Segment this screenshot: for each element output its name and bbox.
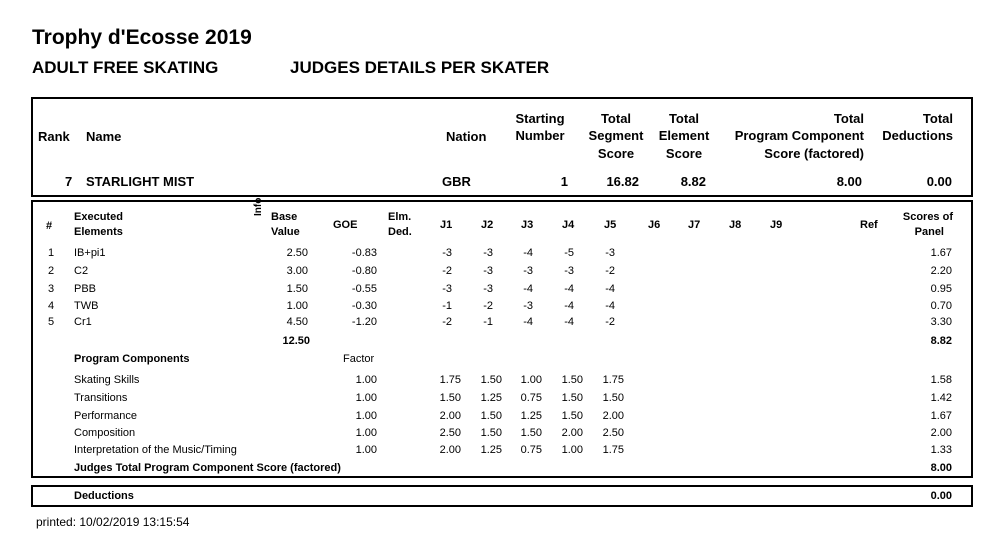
element-name: Cr1 (74, 316, 92, 328)
col-ded-2: Deductions (882, 128, 953, 143)
element-goe: -1.20 (351, 316, 377, 328)
component-name: Transitions (74, 392, 128, 404)
component-j1: 2.00 (439, 444, 461, 456)
component-j2: 1.25 (480, 392, 502, 404)
component-name: Skating Skills (74, 374, 140, 386)
skater-pcs: 8.00 (836, 174, 862, 189)
element-j4: -3 (564, 265, 574, 277)
pcs-header-factor: Factor (343, 353, 375, 365)
element-name: C2 (74, 265, 89, 277)
element-j1: -2 (442, 316, 452, 328)
element-goe: -0.30 (351, 300, 377, 312)
col-tes-1: Total (668, 111, 700, 126)
component-score: 1.33 (930, 444, 952, 456)
col-num: # (46, 220, 53, 232)
component-j2: 1.50 (480, 410, 502, 422)
elements-score-total: 8.82 (930, 335, 952, 347)
col-pcs-2: Program Component (734, 128, 864, 143)
component-j1: 2.50 (439, 427, 461, 439)
element-j5: -4 (605, 300, 615, 312)
element-num: 5 (48, 316, 55, 328)
element-j2: -2 (483, 300, 493, 312)
col-sop-1: Scores of (902, 211, 953, 223)
col-sop-2: Panel (914, 226, 944, 238)
element-base: 1.50 (286, 283, 308, 295)
element-base: 4.50 (286, 316, 308, 328)
element-j3: -3 (523, 300, 533, 312)
element-j5: -4 (605, 283, 615, 295)
col-j1: J1 (440, 219, 453, 231)
component-j4: 1.50 (561, 410, 583, 422)
col-exec-1: Executed (74, 211, 123, 223)
col-goe: GOE (333, 219, 358, 231)
component-factor: 1.00 (355, 427, 377, 439)
col-tss-2: Segment (588, 128, 644, 143)
element-j1: -1 (442, 300, 452, 312)
col-j2: J2 (481, 219, 494, 231)
element-score: 3.30 (930, 316, 952, 328)
element-j5: -2 (605, 265, 615, 277)
element-goe: -0.83 (351, 247, 377, 259)
component-j1: 1.50 (439, 392, 461, 404)
component-name: Composition (74, 427, 136, 439)
element-num: 3 (48, 283, 55, 295)
skater-name: STARLIGHT MIST (86, 174, 195, 189)
col-j4: J4 (562, 219, 575, 231)
col-start-2: Number (515, 128, 565, 143)
component-j5: 2.50 (602, 427, 624, 439)
element-j2: -3 (483, 247, 493, 259)
printed-timestamp: printed: 10/02/2019 13:15:54 (36, 515, 190, 529)
col-rank: Rank (38, 129, 70, 144)
skater-nation: GBR (442, 174, 471, 189)
component-j5: 2.00 (602, 410, 624, 422)
element-num: 2 (48, 265, 55, 277)
component-score: 1.58 (930, 374, 952, 386)
pcs-total-label: Judges Total Program Component Score (factored) (74, 462, 341, 474)
component-score: 1.42 (930, 392, 952, 404)
element-j3: -4 (523, 316, 533, 328)
element-num: 1 (48, 247, 55, 259)
col-base-1: Base (271, 211, 298, 223)
col-tss-3: Score (597, 146, 635, 161)
deductions-box (31, 485, 973, 507)
col-j5: J5 (604, 219, 617, 231)
element-j1: -2 (442, 265, 452, 277)
component-j4: 1.00 (561, 444, 583, 456)
deductions-label: Deductions (74, 490, 134, 502)
component-factor: 1.00 (355, 392, 377, 404)
col-j7: J7 (688, 219, 701, 231)
page-title: Trophy d'Ecosse 2019 (32, 26, 252, 49)
element-j3: -4 (523, 247, 533, 259)
col-elm-2: Ded. (388, 226, 412, 238)
element-j4: -4 (564, 300, 574, 312)
element-j5: -2 (605, 316, 615, 328)
component-j4: 1.50 (561, 392, 583, 404)
component-j5: 1.75 (602, 374, 624, 386)
element-score: 0.95 (930, 283, 952, 295)
element-name: IB+pi1 (74, 247, 106, 259)
element-j4: -4 (564, 316, 574, 328)
element-j2: -3 (483, 283, 493, 295)
element-j3: -4 (523, 283, 533, 295)
pcs-header-label: Program Components (74, 353, 190, 365)
col-pcs-3: Score (factored) (764, 146, 864, 161)
element-base: 2.50 (286, 247, 308, 259)
col-tes-3: Score (665, 146, 703, 161)
deductions-value: 0.00 (930, 490, 952, 502)
col-j9: J9 (770, 219, 783, 231)
col-j3: J3 (521, 219, 534, 231)
component-j3: 1.50 (520, 427, 542, 439)
component-j3: 0.75 (520, 444, 542, 456)
component-j3: 1.00 (520, 374, 542, 386)
component-j4: 2.00 (561, 427, 583, 439)
col-tss-1: Total (600, 111, 632, 126)
pcs-total-score: 8.00 (930, 462, 952, 474)
element-j5: -3 (605, 247, 615, 259)
component-j3: 1.25 (520, 410, 542, 422)
col-elm-1: Elm. (388, 211, 412, 223)
component-j4: 1.50 (561, 374, 583, 386)
component-j2: 1.50 (480, 374, 502, 386)
element-j2: -1 (483, 316, 493, 328)
element-score: 0.70 (930, 300, 952, 312)
component-name: Interpretation of the Music/Timing (74, 444, 237, 456)
col-info: Info (253, 197, 264, 216)
col-start-1: Starting (515, 111, 565, 126)
component-factor: 1.00 (355, 444, 377, 456)
component-j5: 1.50 (602, 392, 624, 404)
element-num: 4 (48, 300, 55, 312)
element-score: 1.67 (930, 247, 952, 259)
col-ref: Ref (860, 219, 878, 231)
skater-deductions: 0.00 (926, 174, 952, 189)
col-exec-2: Elements (74, 226, 123, 238)
col-j6: J6 (648, 219, 661, 231)
skater-rank: 7 (65, 174, 73, 189)
element-base: 3.00 (286, 265, 308, 277)
elements-base-total: 12.50 (282, 335, 310, 347)
col-j8: J8 (729, 219, 742, 231)
skater-tss: 16.82 (606, 174, 639, 189)
element-j4: -4 (564, 283, 574, 295)
component-j2: 1.50 (480, 427, 502, 439)
report-title: JUDGES DETAILS PER SKATER (290, 58, 550, 77)
element-j1: -3 (442, 283, 452, 295)
skater-start-number: 1 (560, 174, 568, 189)
component-j3: 0.75 (520, 392, 542, 404)
col-base-2: Value (271, 226, 300, 238)
col-pcs-1: Total (833, 111, 864, 126)
element-j1: -3 (442, 247, 452, 259)
component-factor: 1.00 (355, 374, 377, 386)
element-goe: -0.80 (351, 265, 377, 277)
component-j1: 2.00 (439, 410, 461, 422)
component-j5: 1.75 (602, 444, 624, 456)
component-j1: 1.75 (439, 374, 461, 386)
element-name: TWB (74, 300, 99, 312)
category-title: ADULT FREE SKATING (32, 58, 219, 77)
col-name: Name (86, 129, 122, 144)
component-score: 2.00 (930, 427, 952, 439)
col-nation: Nation (446, 129, 487, 144)
element-score: 2.20 (930, 265, 952, 277)
element-j2: -3 (483, 265, 493, 277)
element-j3: -3 (523, 265, 533, 277)
element-j4: -5 (564, 247, 574, 259)
component-j2: 1.25 (480, 444, 502, 456)
col-ded-1: Total (922, 111, 953, 126)
element-goe: -0.55 (351, 283, 377, 295)
element-name: PBB (74, 283, 97, 295)
component-score: 1.67 (930, 410, 952, 422)
skater-tes: 8.82 (680, 174, 706, 189)
details-box (31, 197, 973, 478)
component-factor: 1.00 (355, 410, 377, 422)
component-name: Performance (74, 410, 137, 422)
col-tes-2: Element (658, 128, 710, 143)
element-base: 1.00 (286, 300, 308, 312)
